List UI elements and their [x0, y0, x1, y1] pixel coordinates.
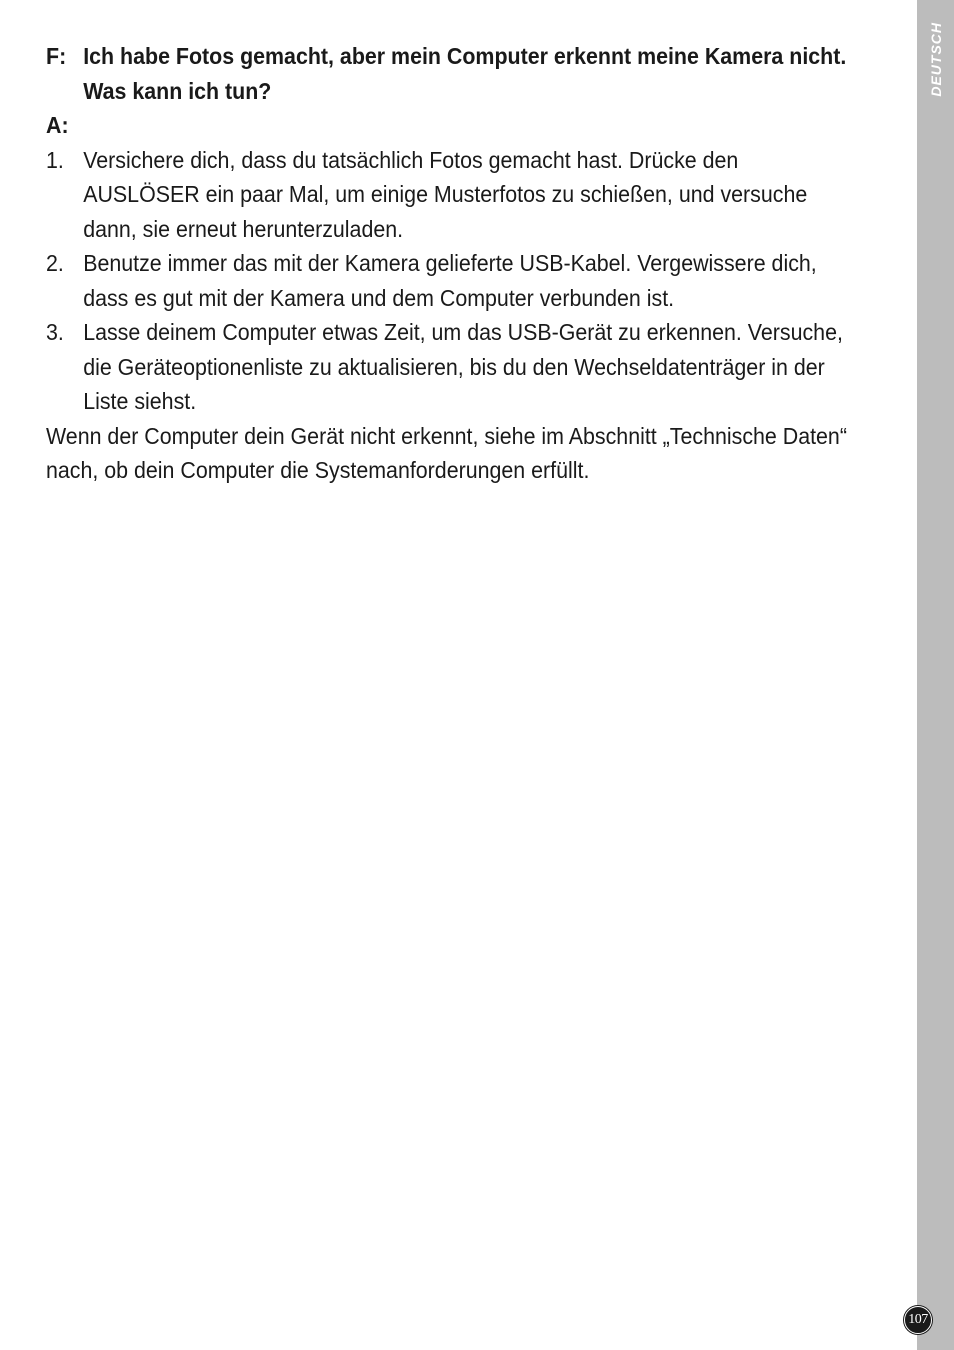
- closing-paragraph: Wenn der Computer dein Gerät nicht erkennt, siehe im Abschnitt „Technische Daten“ nach, ob dein Computer die Systemanforderungen erfüllt.: [46, 422, 847, 483]
- page-number-badge: 107: [904, 1306, 932, 1334]
- step-number: 1.: [46, 146, 64, 173]
- step-number: 3.: [46, 319, 64, 345]
- language-side-tab: [917, 0, 954, 1350]
- question-text: Ich habe Fotos gemacht, aber mein Computer erkennt meine Kamera nicht. Was kann ich tun?: [83, 43, 847, 104]
- faq-section: [46, 39, 855, 488]
- list-item: [46, 246, 855, 315]
- language-label-text: DEUTSCH: [928, 22, 944, 97]
- answer-row: [46, 108, 855, 143]
- answer-steps: [46, 143, 855, 419]
- list-item: [46, 143, 855, 247]
- step-number: 2.: [46, 250, 64, 276]
- language-label: [925, 22, 947, 122]
- step-text: Lasse deinem Computer etwas Zeit, um das USB-Gerät zu erkennen. Versuche, die Geräteoptionenliste zu aktualisieren, bis du den Wechseldatenträger in der Liste siehst.: [83, 319, 843, 414]
- question-marker: F:: [46, 43, 67, 69]
- step-text: Versichere dich, dass du tatsächlich Fotos gemacht hast. Drücke den AUSLÖSER ein paar Mal, um einige Musterfotos zu schießen, und versuche dann, sie erneut herunterzuladen.: [83, 146, 808, 242]
- answer-marker: A:: [46, 112, 69, 138]
- question-row: [46, 39, 855, 108]
- list-item: [46, 315, 855, 419]
- step-text: Benutze immer das mit der Kamera gelieferte USB-Kabel. Vergewissere dich, dass es gut mit der Kamera und dem Computer verbunden ist.: [83, 250, 817, 311]
